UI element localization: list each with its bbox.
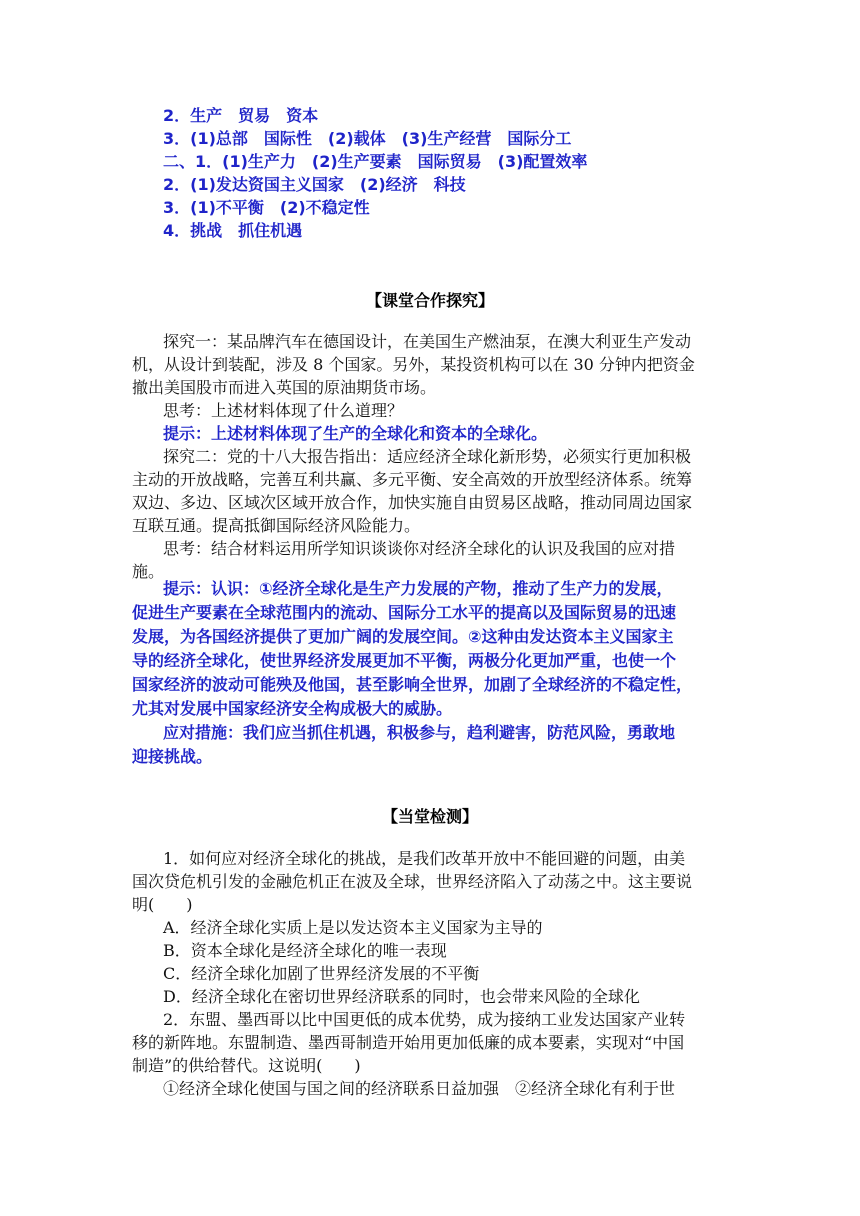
think-one: 思考：上述材料体现了什么道理？ [163, 401, 404, 420]
explore-one-line: 撤出美国股市而进入英国的原油期货市场。 [132, 378, 437, 397]
hint-two-line: 国家经济的波动可能殃及他国，甚至影响全世界，加剧了全球经济的不稳定性， [132, 675, 693, 694]
explore-two-line: 互联互通。提高抵御国际经济风险能力。 [132, 516, 421, 535]
answer-line: 2．生产 贸易 资本 [163, 106, 319, 125]
hint-two-line: 提示：认识：①经济全球化是生产力发展的产物，推动了生产力的发展， [163, 579, 673, 598]
answer-line: 3．(1)不平衡 (2)不稳定性 [163, 198, 370, 217]
explore-two-line: 探究二：党的十八大报告指出：适应经济全球化新形势，必须实行更加积极 [163, 447, 692, 466]
explore-two-line: 主动的开放战略，完善互利共赢、多元平衡、安全高效的开放型经济体系。统筹 [132, 470, 693, 489]
hint-two-line: 发展，为各国经济提供了更加广阔的发展空间。②这种由发达资本主义国家主 [132, 627, 674, 646]
explore-one-line: 机，从设计到装配，涉及 8 个国家。另外，某投资机构可以在 30 分钟内把资金 [132, 355, 695, 374]
think-two-line: 施。 [132, 562, 165, 581]
hint-two-line: 促进生产要素在全球范围内的流动、国际分工水平的提高以及国际贸易的迅速 [132, 603, 677, 622]
question-two-line: 制造”的供给替代。这说明( ) [132, 1056, 361, 1075]
hint-two-line: 导的经济全球化，使世界经济发展更加不平衡，两极分化更加严重，也使一个 [132, 651, 677, 670]
answer-line: 3．(1)总部 国际性 (2)载体 (3)生产经营 国际分工 [163, 129, 572, 148]
measures-line: 迎接挑战。 [132, 747, 213, 766]
option-b: B．资本全球化是经济全球化的唯一表现 [163, 941, 447, 960]
hint-one: 提示：上述材料体现了生产的全球化和资本的全球化。 [163, 424, 548, 443]
question-two-line: 移的新阵地。东盟制造、墨西哥制造开始用更加低廉的成本要素，实现对“中国 [132, 1033, 685, 1052]
explore-one-line: 探究一：某品牌汽车在德国设计，在美国生产燃油泵，在澳大利亚生产发动 [163, 332, 692, 351]
answer-line: 4．挑战 抓住机遇 [163, 221, 303, 240]
measures-line: 应对措施：我们应当抓住机遇，积极参与，趋利避害，防范风险，勇敢地 [163, 723, 676, 742]
think-two-line: 思考：结合材料运用所学知识谈谈你对经济全球化的认识及我国的应对措 [163, 539, 676, 558]
answer-line: 二、1．(1)生产力 (2)生产要素 国际贸易 (3)配置效率 [163, 152, 588, 171]
section-heading-classroom-inquiry: 【课堂合作探究】 [365, 291, 494, 310]
question-one-line: 明( ) [132, 895, 193, 914]
explore-two-line: 双边、多边、区域次区域开放合作，加快实施自由贸易区战略，推动同周边国家 [132, 493, 693, 512]
option-c: C．经济全球化加剧了世界经济发展的不平衡 [163, 964, 480, 983]
option-a: A．经济全球化实质上是以发达资本主义国家为主导的 [163, 918, 543, 937]
section-heading-in-class-test: 【当堂检测】 [381, 807, 478, 826]
question-one-line: 国次贷危机引发的金融危机正在波及全球，世界经济陷入了动荡之中。这主要说 [132, 872, 693, 891]
option-d: D．经济全球化在密切世界经济联系的同时，也会带来风险的全球化 [163, 987, 640, 1006]
hint-two-line: 尤其对发展中国家经济安全构成极大的威胁。 [132, 699, 453, 718]
answer-line: 2．(1)发达资国主义国家 (2)经济 科技 [163, 175, 466, 194]
question-one-line: 1．如何应对经济全球化的挑战，是我们改革开放中不能回避的问题，由美 [163, 849, 686, 868]
question-two-line: 2．东盟、墨西哥以比中国更低的成本优势，成为接纳工业发达国家产业转 [163, 1010, 686, 1029]
question-two-line: ①经济全球化使国与国之间的经济联系日益加强 ②经济全球化有利于世 [163, 1079, 676, 1098]
